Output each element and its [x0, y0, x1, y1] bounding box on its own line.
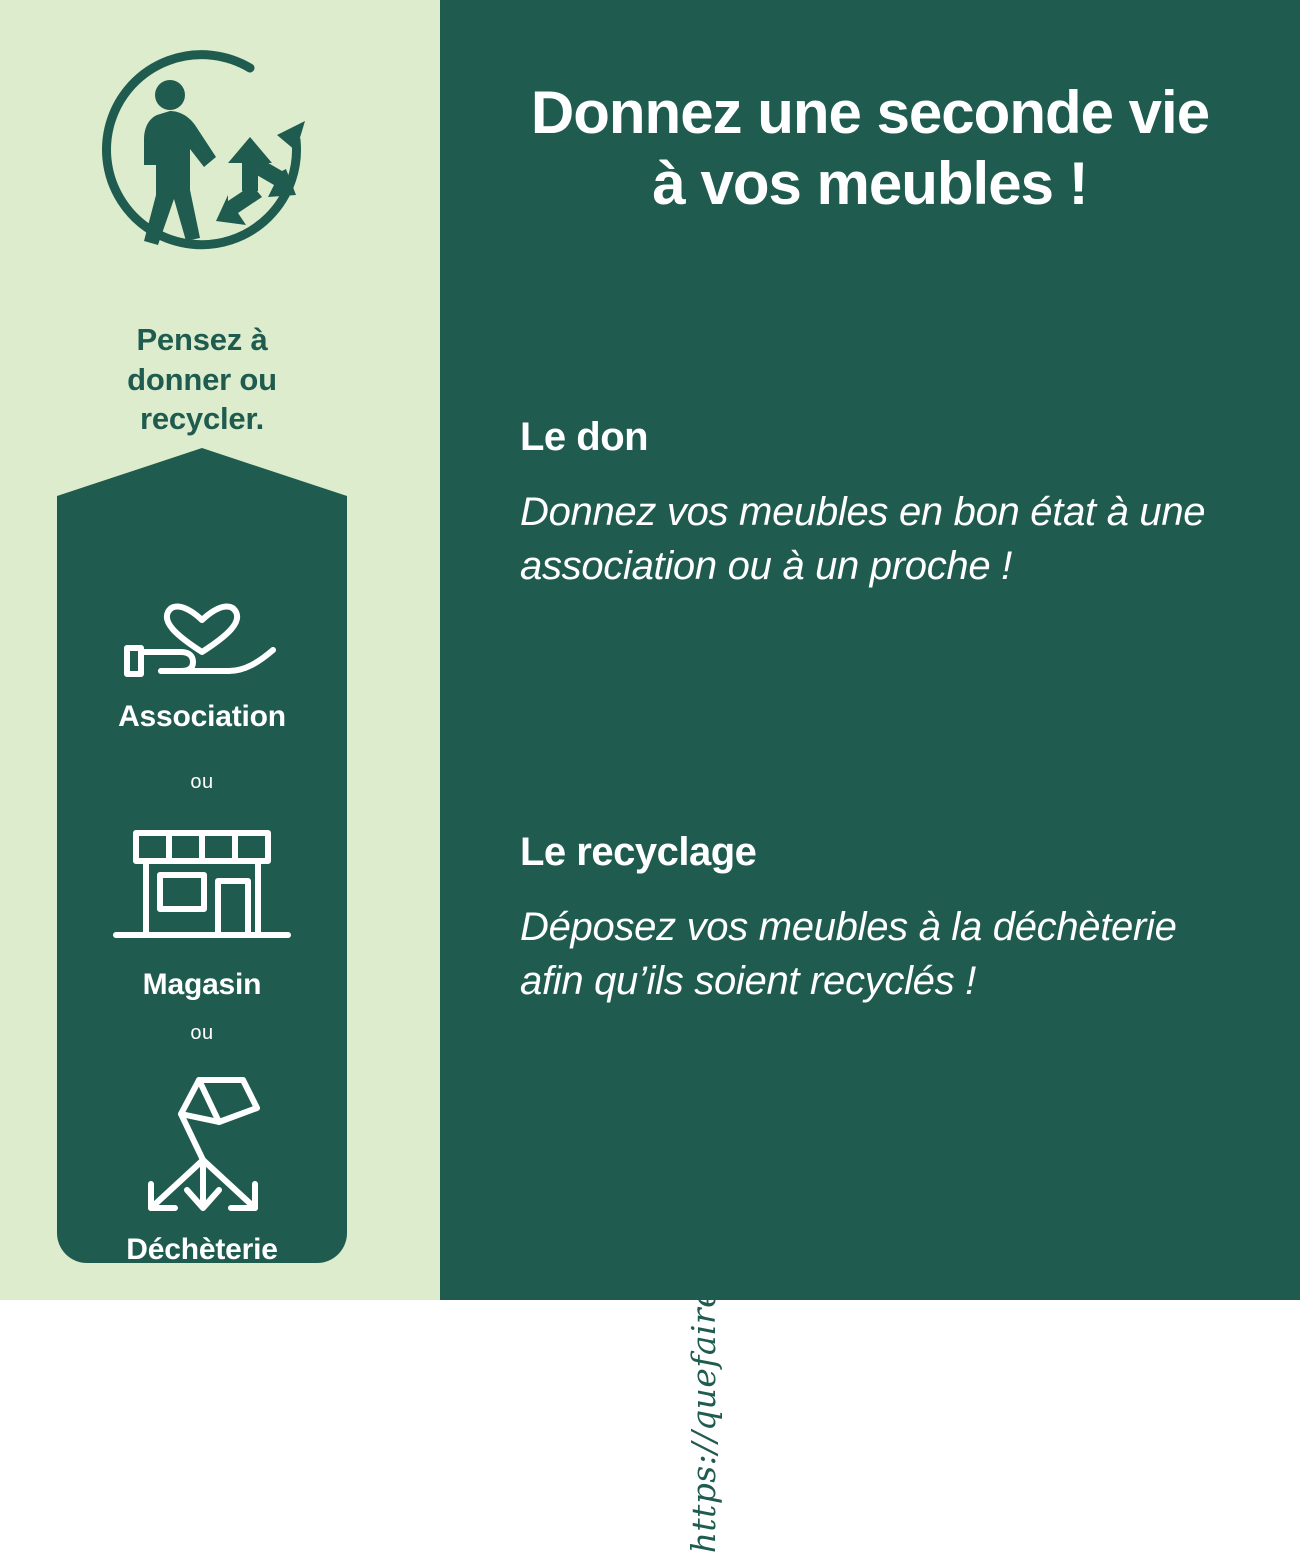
option-dechèterie	[57, 1068, 347, 1267]
option-dechèterie-label: Déchèterie	[126, 1233, 278, 1266]
section-le-don-title: Le don	[520, 415, 649, 459]
headline-line-1: Donnez une seconde vie	[530, 79, 1210, 146]
option-magasin-label: Magasin	[142, 968, 262, 1001]
headline-line-2: à vos meubles !	[652, 149, 1088, 217]
section-le-recyclage-title: Le recyclage	[520, 830, 757, 874]
ribbon-heading-line-2: donner ou	[127, 361, 277, 397]
option-association	[57, 570, 347, 734]
section-le-recyclage	[520, 830, 1220, 1008]
option-magasin	[57, 823, 347, 1002]
ribbon-heading-line-3: recycler.	[139, 401, 265, 437]
section-le-don	[520, 415, 1220, 593]
separator-ou-2: ou	[190, 1022, 214, 1044]
section-le-recyclage-body: Déposez vos meubles à la déchèterie afin qu’ils soient recyclés !	[520, 905, 1177, 1003]
waste-collection-center-icon	[57, 1068, 347, 1223]
person-recycling-icon	[100, 45, 320, 260]
website-url[interactable]: https://quefairedemesdechets.fr	[684, 1005, 723, 1553]
separator-ou-1: ou	[190, 771, 214, 793]
option-association-label: Association	[118, 700, 286, 733]
ribbon-heading-line-1: Pensez à	[136, 322, 268, 357]
shop-storefront-icon	[57, 823, 347, 958]
recommendation-ribbon	[57, 278, 347, 1266]
ribbon-heading	[57, 320, 347, 439]
right-panel	[440, 0, 1300, 1300]
page-title	[460, 78, 1280, 220]
section-le-don-body: Donnez vos meubles en bon état à une association ou à un proche !	[520, 490, 1206, 588]
hand-heart-icon	[57, 570, 347, 690]
